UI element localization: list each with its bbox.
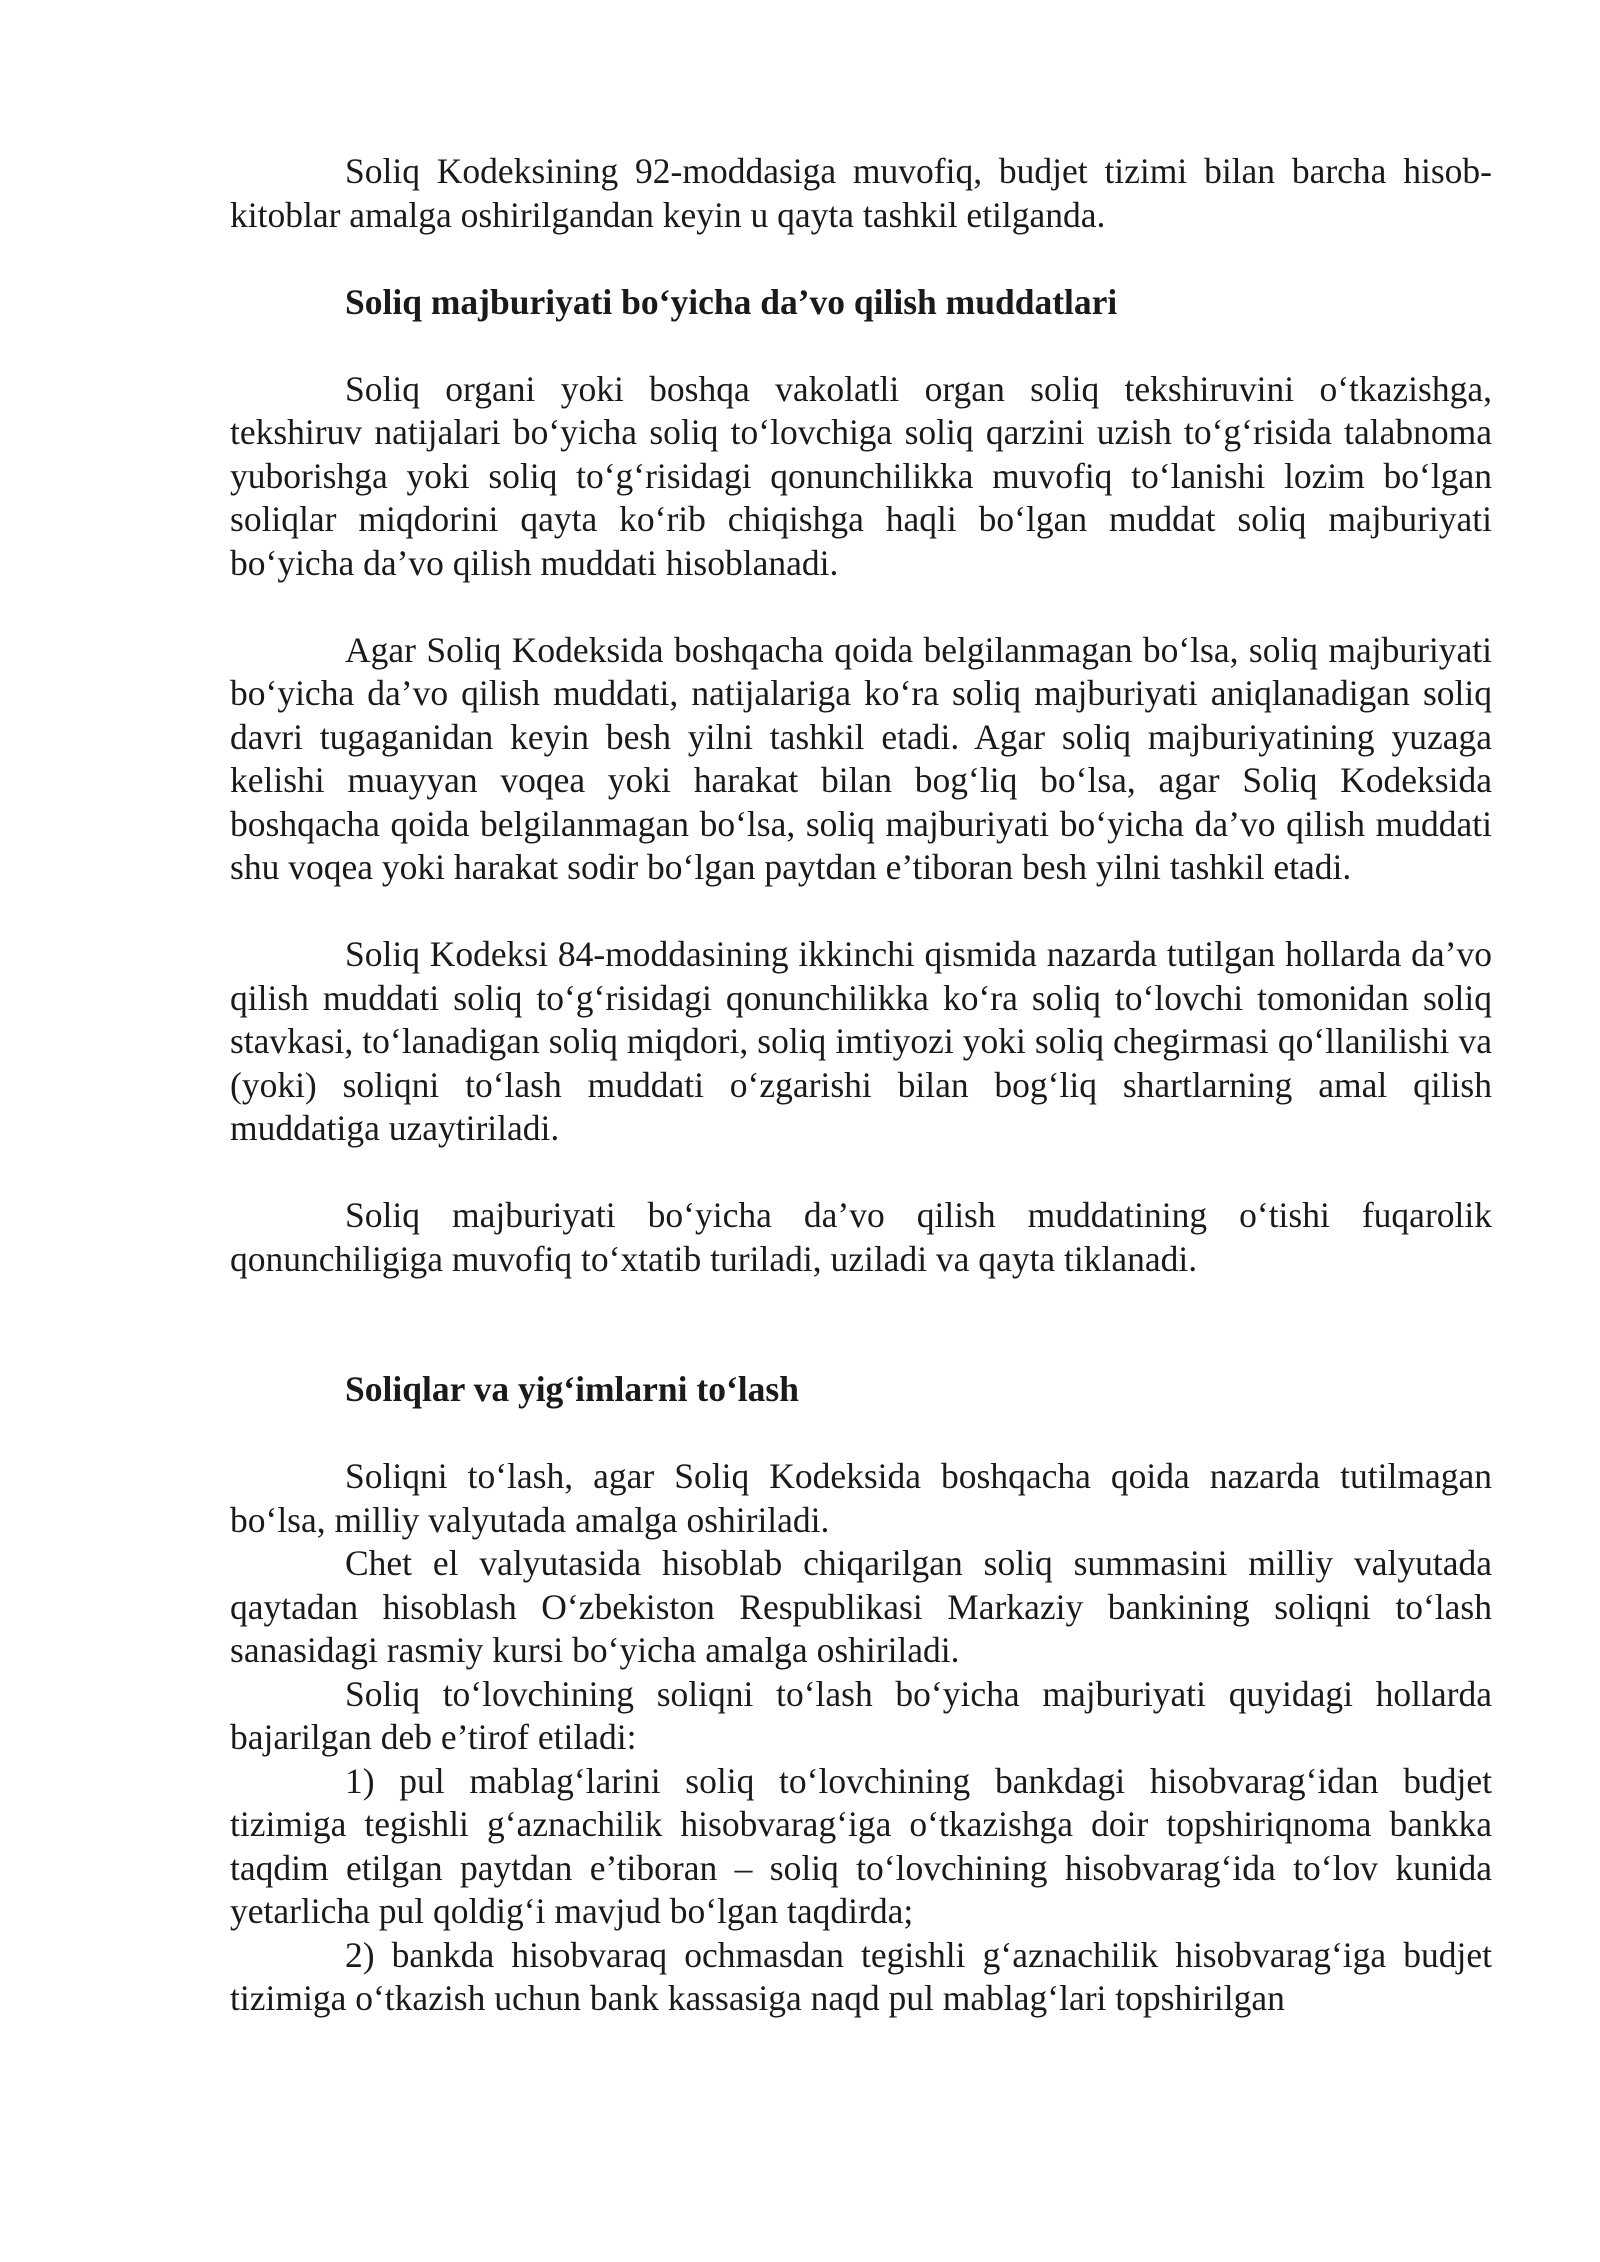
spacer — [230, 585, 1492, 629]
paragraph-five-years: Agar Soliq Kodeksida boshqacha qoida belgilanmagan bo‘lsa, soliq majburiyati bo‘yicha da’vo qilish muddati, natijalariga ko‘ra soliq majburiyati aniqlanadigan soliq davri tugaganidan keyin besh yilni tashkil etadi. Agar soliq majburiyatining yuzaga kelishi muayyan voqea yoki harakat bilan bog‘liq bo‘lsa, agar Soliq Kodeksida boshqacha qoida belgilanmagan bo‘lsa, soliq majburiyati bo‘yicha da’vo qilish muddati shu voqea yoki harakat sodir bo‘lgan paytdan e’tiboran besh yilni tashkil etadi. — [230, 629, 1492, 887]
list-item-2: 2) bankda hisobvaraq ochmasdan tegishli g‘aznachilik hisobvarag‘iga budjet tizimiga o‘tkazish uchun bank kassasiga naqd pul mablag‘lari topshirilgan — [230, 1934, 1492, 2018]
paragraph-obligation-fulfilled: Soliq to‘lovchining soliqni to‘lash bo‘yicha majburiyati quyidagi hollarda bajarilgan deb e’tirof etiladi: — [230, 1673, 1492, 1757]
document-page — [230, 150, 1492, 2021]
spacer — [230, 1281, 1492, 1368]
spacer — [230, 1412, 1492, 1456]
paragraph-suspension: Soliq majburiyati bo‘yicha da’vo qilish muddatining o‘tishi fuqarolik qonunchiligiga muvofiq to‘xtatib turiladi, uziladi va qayta tiklanadi. — [230, 1195, 1492, 1279]
paragraph-national-currency: Soliqni to‘lash, agar Soliq Kodeksida boshqacha qoida nazarda tutilmagan bo‘lsa, milliy valyutada amalga oshiriladi. — [230, 1456, 1492, 1540]
heading-tax-payment: Soliqlar va yig‘imlarni to‘lash — [345, 1369, 799, 1409]
spacer — [230, 237, 1492, 281]
paragraph-foreign-currency: Chet el valyutasida hisoblab chiqarilgan soliq summasini milliy valyutada qaytadan hisoblash O‘zbekiston Respublikasi Markaziy bankining soliqni to‘lash sanasidagi rasmiy kursi bo‘yicha amalga oshiriladi. — [230, 1543, 1492, 1670]
paragraph-reorganization: Soliq Kodeksining 92-moddasiga muvofiq, budjet tizimi bilan barcha hisob-kitoblar amalga oshirilgandan keyin u qayta tashkil etilganda. — [230, 151, 1492, 235]
heading-claim-periods: Soliq majburiyati bo‘yicha da’vo qilish muddatlari — [345, 281, 1118, 322]
paragraph-claim-period-definition: Soliq organi yoki boshqa vakolatli organ soliq tekshiruvini o‘tkazishga, tekshiruv natijalari bo‘yicha soliq to‘lovchiga soliq qarzini uzish to‘g‘risida talabnoma yuborishga yoki soliq to‘g‘risidagi qonunchilikka muvofiq to‘lanishi lozim bo‘lgan soliqlar miqdorini qayta ko‘rib chiqishga haqli bo‘lgan muddat soliq majburiyati bo‘yicha da’vo qilish muddati hisoblanadi. — [230, 368, 1492, 583]
spacer — [230, 324, 1492, 368]
list-item-1: 1) pul mablag‘larini soliq to‘lovchining bankdagi hisobvarag‘idan budjet tizimiga tegishli g‘aznachilik hisobvarag‘iga o‘tkazishga doir topshiriqnoma bankka taqdim etilgan paytdan e’tiboran – soliq to‘lovchining hisobvarag‘ida to‘lov kunida yetarlicha pul qoldig‘i mavjud bo‘lgan taqdirda; — [230, 1760, 1492, 1931]
paragraph-article-84: Soliq Kodeksi 84-moddasining ikkinchi qismida nazarda tutilgan hollarda da’vo qilish muddati soliq to‘g‘risidagi qonunchilikka ko‘ra soliq to‘lovchi tomonidan soliq stavkasi, to‘lanadigan soliq miqdori, soliq imtiyozi yoki soliq chegirmasi qo‘llanilishi va (yoki) soliqni to‘lash muddati o‘zgarishi bilan bog‘liq shartlarning amal qilish muddatiga uzaytiriladi. — [230, 934, 1492, 1148]
spacer — [230, 890, 1492, 934]
spacer — [230, 1151, 1492, 1195]
